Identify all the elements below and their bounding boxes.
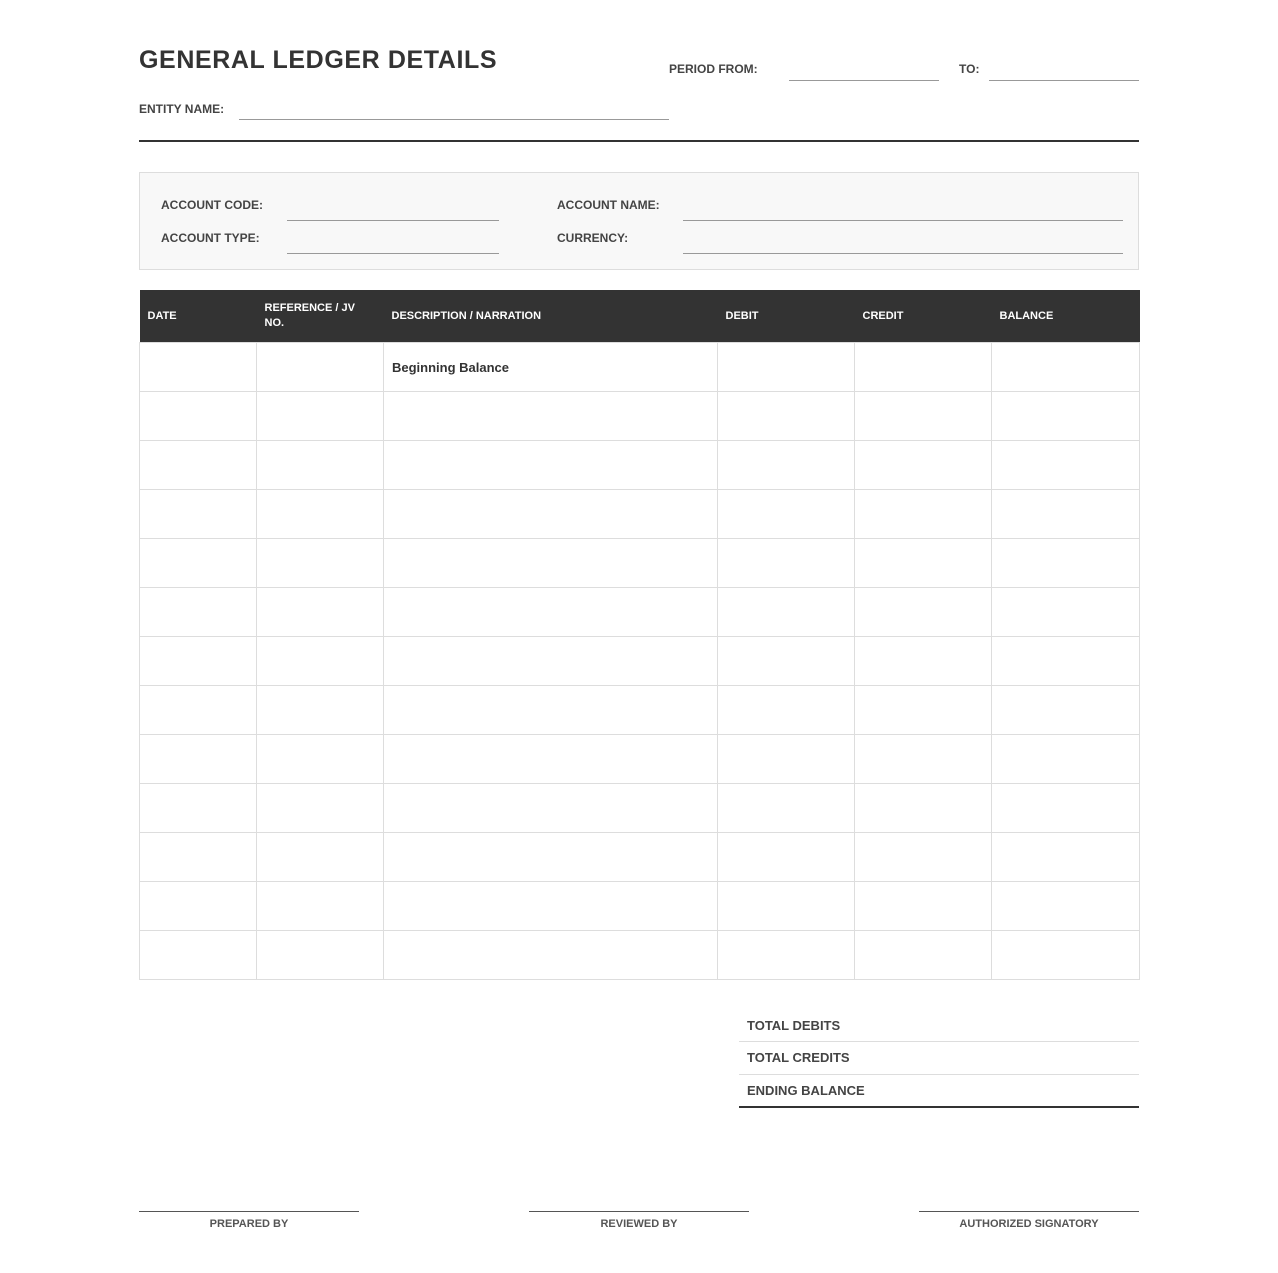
ledger-table xyxy=(139,290,1140,980)
reference-cell[interactable] xyxy=(257,686,384,735)
credit-cell[interactable] xyxy=(855,343,992,392)
debit-cell[interactable] xyxy=(718,686,855,735)
account-code-label: ACCOUNT CODE: xyxy=(161,198,263,212)
total-debits-label: TOTAL DEBITS xyxy=(739,1010,1139,1042)
credit-cell[interactable] xyxy=(855,882,992,931)
prepared-by-label: PREPARED BY xyxy=(209,1218,289,1230)
reference-cell[interactable] xyxy=(257,882,384,931)
table-row xyxy=(140,588,1140,637)
description-cell[interactable] xyxy=(384,833,718,882)
balance-cell[interactable] xyxy=(992,392,1140,441)
table-row xyxy=(140,882,1140,931)
reference-cell[interactable] xyxy=(257,784,384,833)
entity-name-label: ENTITY NAME: xyxy=(139,102,225,116)
account-type-label: ACCOUNT TYPE: xyxy=(161,231,260,245)
date-cell[interactable] xyxy=(140,833,257,882)
description-cell[interactable] xyxy=(384,931,718,980)
debit-cell[interactable] xyxy=(718,441,855,490)
table-row xyxy=(140,343,1140,392)
date-cell[interactable] xyxy=(140,392,257,441)
date-cell[interactable] xyxy=(140,735,257,784)
credit-cell[interactable] xyxy=(855,490,992,539)
description-cell[interactable] xyxy=(384,637,718,686)
debit-cell[interactable] xyxy=(718,343,855,392)
header-divider xyxy=(139,140,1139,142)
reference-cell[interactable] xyxy=(257,539,384,588)
credit-cell[interactable] xyxy=(855,686,992,735)
balance-cell[interactable] xyxy=(992,588,1140,637)
credit-cell[interactable] xyxy=(855,539,992,588)
table-row xyxy=(140,490,1140,539)
credit-cell[interactable] xyxy=(855,784,992,833)
currency-field[interactable] xyxy=(683,232,1123,254)
debit-cell[interactable] xyxy=(718,539,855,588)
date-cell[interactable] xyxy=(140,490,257,539)
reference-cell[interactable] xyxy=(257,343,384,392)
reference-cell[interactable] xyxy=(257,637,384,686)
description-cell[interactable] xyxy=(384,588,718,637)
balance-cell[interactable] xyxy=(992,882,1140,931)
reviewed-by-signature[interactable] xyxy=(529,1211,749,1230)
balance-cell[interactable] xyxy=(992,784,1140,833)
credit-cell[interactable] xyxy=(855,637,992,686)
table-row xyxy=(140,833,1140,882)
debit-cell[interactable] xyxy=(718,931,855,980)
ending-balance-label: ENDING BALANCE xyxy=(739,1075,1139,1108)
account-info-panel xyxy=(139,172,1139,270)
currency-label: CURRENCY: xyxy=(557,231,629,245)
date-cell[interactable] xyxy=(140,931,257,980)
debit-cell[interactable] xyxy=(718,784,855,833)
col-credit: CREDIT xyxy=(855,290,992,343)
description-cell[interactable] xyxy=(384,490,718,539)
balance-cell[interactable] xyxy=(992,490,1140,539)
col-debit: DEBIT xyxy=(718,290,855,343)
col-reference: REFERENCE / JV NO. xyxy=(257,290,384,343)
table-row xyxy=(140,686,1140,735)
debit-cell[interactable] xyxy=(718,392,855,441)
balance-cell[interactable] xyxy=(992,833,1140,882)
description-cell[interactable] xyxy=(384,539,718,588)
credit-cell[interactable] xyxy=(855,441,992,490)
col-date: DATE xyxy=(140,290,257,343)
prepared-by-signature[interactable] xyxy=(139,1211,359,1230)
credit-cell[interactable] xyxy=(855,588,992,637)
reference-cell[interactable] xyxy=(257,735,384,784)
period-from-field[interactable] xyxy=(789,60,939,81)
description-cell[interactable] xyxy=(384,882,718,931)
date-cell[interactable] xyxy=(140,686,257,735)
reference-cell[interactable] xyxy=(257,441,384,490)
date-cell[interactable] xyxy=(140,882,257,931)
description-cell[interactable]: Beginning Balance xyxy=(384,343,718,392)
authorized-signature[interactable] xyxy=(919,1211,1139,1230)
totals-panel xyxy=(739,1010,1139,1108)
authorized-signatory-label: AUTHORIZED SIGNATORY xyxy=(959,1218,1099,1230)
reference-cell[interactable] xyxy=(257,392,384,441)
account-name-field[interactable] xyxy=(683,199,1123,221)
credit-cell[interactable] xyxy=(855,833,992,882)
description-cell[interactable] xyxy=(384,784,718,833)
reviewed-by-label: REVIEWED BY xyxy=(600,1218,678,1230)
reference-cell[interactable] xyxy=(257,490,384,539)
table-row xyxy=(140,441,1140,490)
period-from-label: PERIOD FROM: xyxy=(669,62,758,76)
balance-cell[interactable] xyxy=(992,686,1140,735)
account-name-label: ACCOUNT NAME: xyxy=(557,198,660,212)
balance-cell[interactable] xyxy=(992,735,1140,784)
credit-cell[interactable] xyxy=(855,392,992,441)
to-field[interactable] xyxy=(989,60,1139,81)
account-code-field[interactable] xyxy=(287,199,499,221)
debit-cell[interactable] xyxy=(718,588,855,637)
col-description: DESCRIPTION / NARRATION xyxy=(384,290,718,343)
col-balance: BALANCE xyxy=(992,290,1140,343)
description-cell[interactable] xyxy=(384,686,718,735)
date-cell[interactable] xyxy=(140,588,257,637)
credit-cell[interactable] xyxy=(855,735,992,784)
account-type-field[interactable] xyxy=(287,232,499,254)
total-credits-label: TOTAL CREDITS xyxy=(739,1042,1139,1075)
balance-cell[interactable] xyxy=(992,343,1140,392)
debit-cell[interactable] xyxy=(718,637,855,686)
date-cell[interactable] xyxy=(140,441,257,490)
debit-cell[interactable] xyxy=(718,735,855,784)
table-row xyxy=(140,392,1140,441)
description-cell[interactable] xyxy=(384,441,718,490)
balance-cell[interactable] xyxy=(992,539,1140,588)
page-title: GENERAL LEDGER DETAILS xyxy=(139,46,498,74)
debit-cell[interactable] xyxy=(718,882,855,931)
date-cell[interactable] xyxy=(140,784,257,833)
table-row xyxy=(140,637,1140,686)
credit-cell[interactable] xyxy=(855,931,992,980)
balance-cell[interactable] xyxy=(992,931,1140,980)
balance-cell[interactable] xyxy=(992,637,1140,686)
table-row xyxy=(140,784,1140,833)
debit-cell[interactable] xyxy=(718,833,855,882)
table-row xyxy=(140,539,1140,588)
to-label: TO: xyxy=(959,62,980,76)
date-cell[interactable] xyxy=(140,343,257,392)
balance-cell[interactable] xyxy=(992,441,1140,490)
reference-cell[interactable] xyxy=(257,588,384,637)
table-row xyxy=(140,931,1140,980)
table-row xyxy=(140,735,1140,784)
reference-cell[interactable] xyxy=(257,833,384,882)
ledger-header-row xyxy=(140,290,1140,343)
entity-name-field[interactable] xyxy=(239,98,669,120)
debit-cell[interactable] xyxy=(718,490,855,539)
description-cell[interactable] xyxy=(384,735,718,784)
date-cell[interactable] xyxy=(140,637,257,686)
description-cell[interactable] xyxy=(384,392,718,441)
reference-cell[interactable] xyxy=(257,931,384,980)
date-cell[interactable] xyxy=(140,539,257,588)
